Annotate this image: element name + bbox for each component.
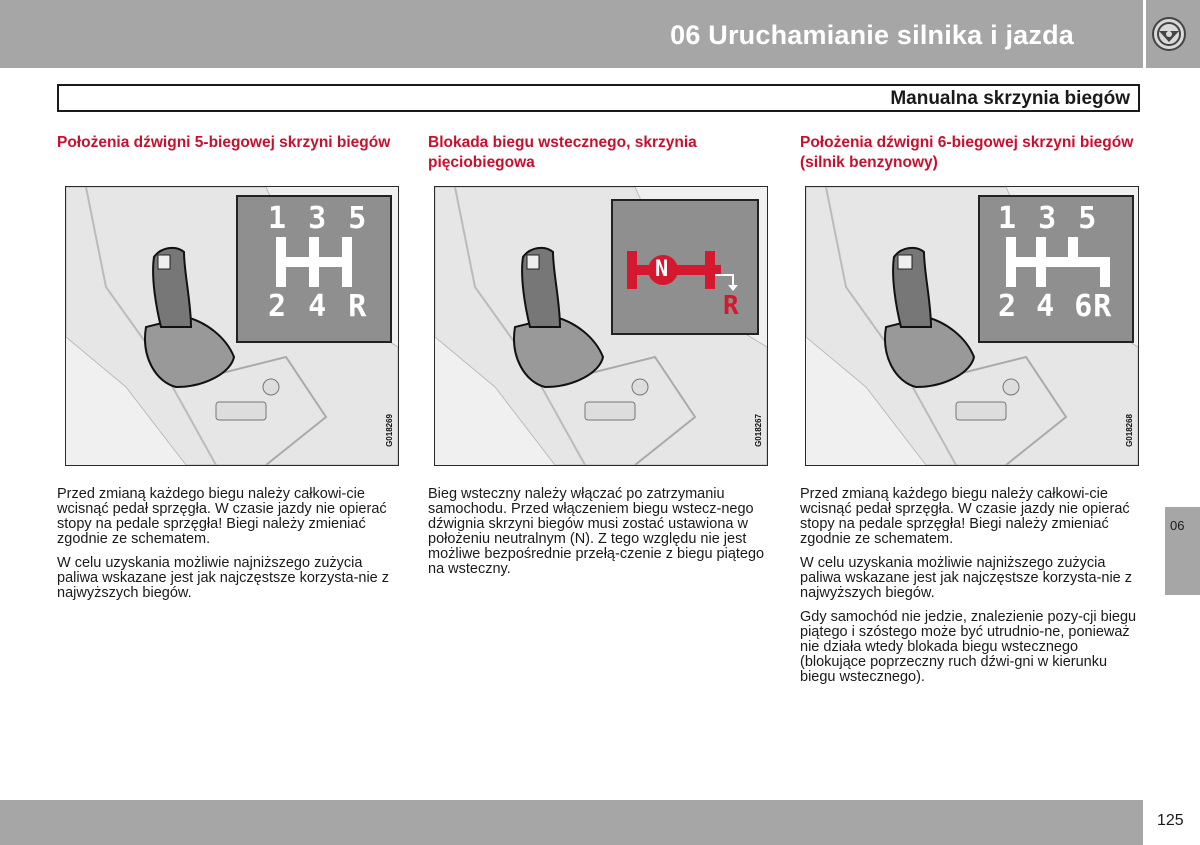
gear-lever-figure [434,186,768,466]
column-heading: Położenia dźwigni 5-biegowej skrzyni biegów [57,134,391,151]
chapter-header-bar [0,0,1143,68]
figure-code: G018267 [754,414,763,447]
section-title-box [57,84,1140,112]
paragraph: Bieg wsteczny należy włączać po zatrzymaniu samochodu. Przed włączeniem biegu wstecz-nego dźwignia skrzyni biegów musi zostać ustawiona w położeniu neutralnym (N). Z tego względu nie jest możliwe bezpośrednie przełą-czenie z biegu piątego na wsteczny. [428,486,765,577]
column-heading: Położenia dźwigni 6-biegowej skrzyni biegów (silnik benzynowy) [800,134,1134,171]
neutral-label: N [655,257,669,282]
chapter-side-tab [1165,507,1200,595]
shift-pattern-inset [978,195,1134,343]
gear-lever-figure [65,186,399,466]
volvo-steering-wheel-icon [1151,16,1187,52]
chapter-side-tab-label: 06 [1170,518,1185,533]
shift-pattern-top-labels: 1 3 5 [268,201,369,236]
section-title: Manualna skrzynia biegów [890,88,1130,109]
paragraph: Przed zmianą każdego biegu należy całkowi-cie wcisnąć pedał sprzęgła. W czasie jazdy nie opierać stopy na pedale sprzęgła! Biegi należy zmieniać zgodnie ze schematem. [57,486,387,547]
column-6-speed-positions [800,133,1140,694]
shift-pattern-bottom-labels: 2 4 6R [998,289,1113,324]
footer-bar [0,800,1143,845]
paragraph: Gdy samochód nie jedzie, znalezienie pozy-cji biegu piątego i szóstego może być utrudnio-ne, ponieważ nie działa wtedy blokada biegu wstecznego (blokujące poprzeczny ruch dźwi-gni w kierunku biegu wstecznego). [800,609,1137,685]
page-number: 125 [1157,812,1184,829]
paragraph: W celu uzyskania możliwie najniższego zużycia paliwa wskazane jest jak najczęstsze korzysta-nie z najwyższych biegów. [57,555,390,601]
column-heading: Blokada biegu wstecznego, skrzynia pięciobiegowa [428,134,697,171]
column-reverse-lockout [428,133,768,586]
shift-pattern-bottom-labels: 2 4 R [268,289,369,324]
reverse-lockout-inset [611,199,759,335]
chapter-title: 06 Uruchamianie silnika i jazda [670,20,1074,50]
column-5-speed-positions [57,133,397,610]
shift-pattern-inset [236,195,392,343]
gear-lever-figure [805,186,1139,466]
figure-code: G018269 [385,414,394,447]
shift-pattern-top-labels: 1 3 5 [998,201,1099,236]
logo-box [1146,0,1200,68]
reverse-label: R [723,291,739,321]
paragraph: W celu uzyskania możliwie najniższego zużycia paliwa wskazane jest jak najczęstsze korzysta-nie z najwyższych biegów. [800,555,1133,601]
figure-code: G018268 [1125,414,1134,447]
paragraph: Przed zmianą każdego biegu należy całkowi-cie wcisnąć pedał sprzęgła. W czasie jazdy nie opierać stopy na pedale sprzęgła! Biegi należy zmieniać zgodnie ze schematem. [800,486,1130,547]
